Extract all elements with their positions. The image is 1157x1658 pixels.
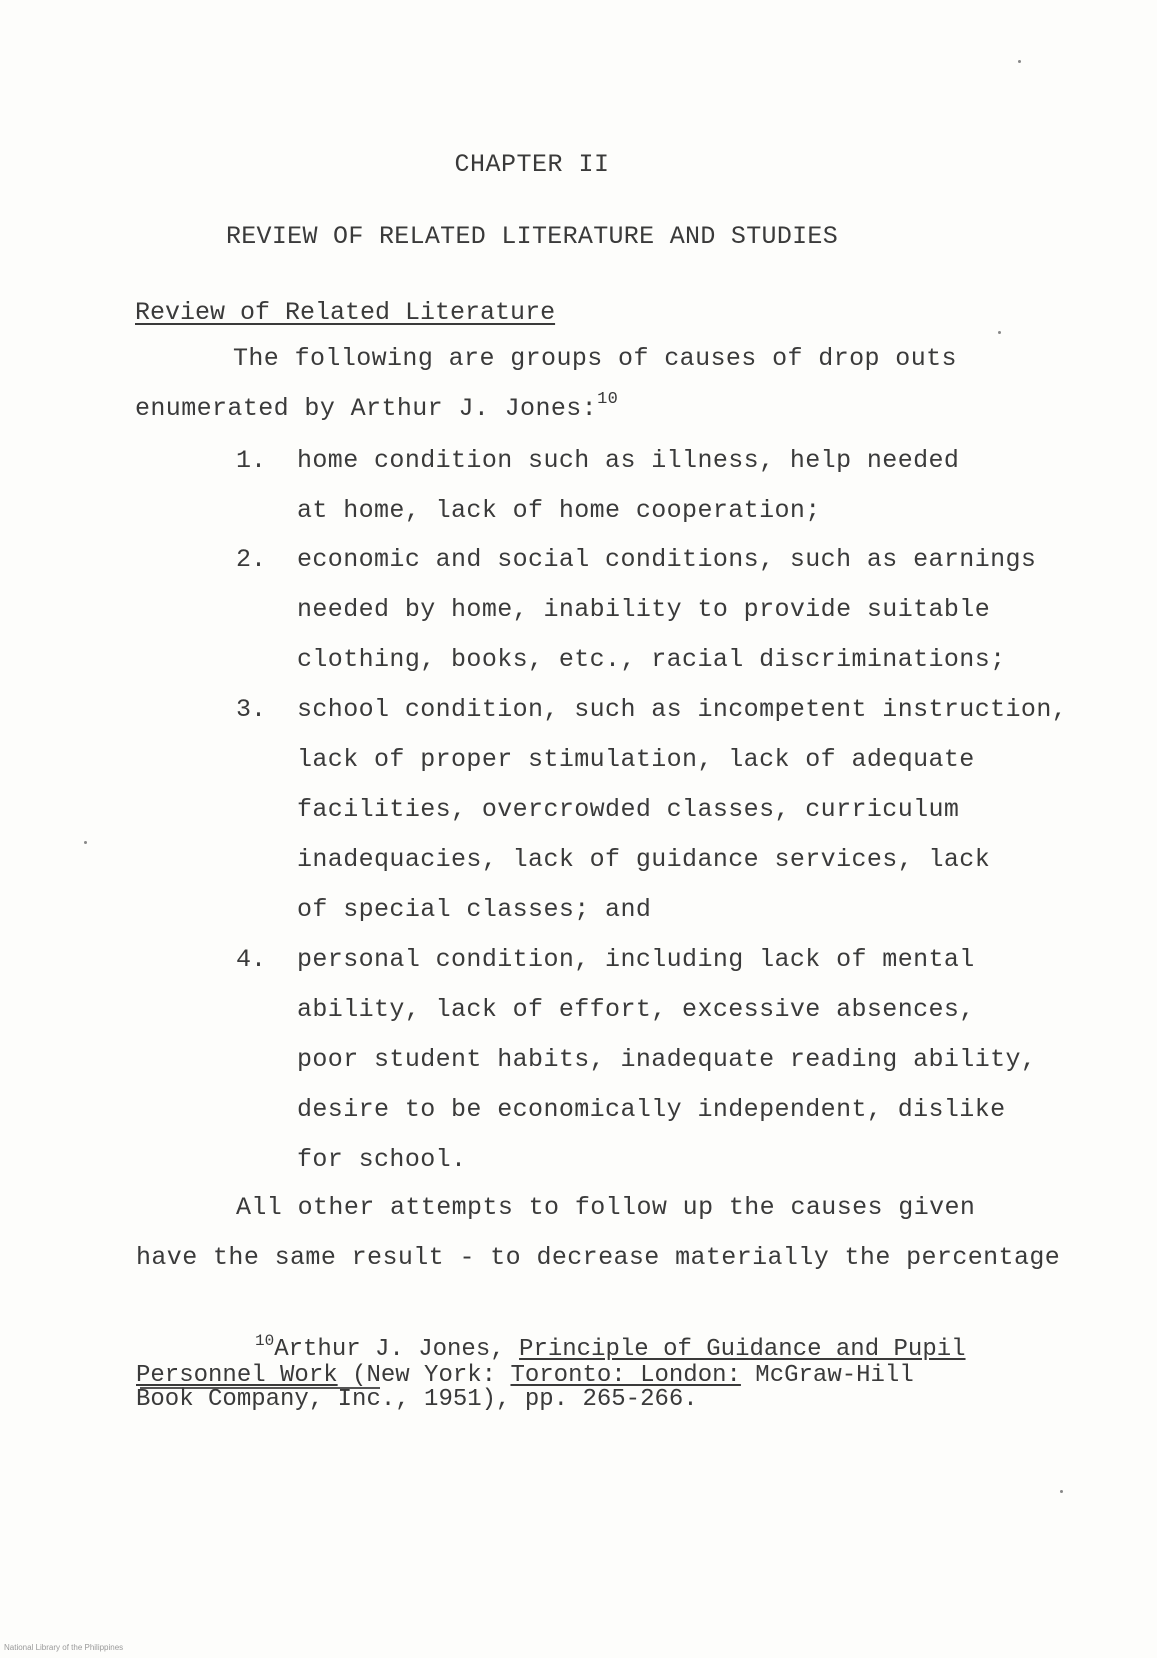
intro-line-2 (135, 390, 619, 423)
list-item-line: desire to be economically independent, dislike (297, 1095, 1006, 1124)
scan-speck (1018, 60, 1021, 63)
section-heading: Review of Related Literature (135, 298, 556, 327)
list-item-line: for school. (297, 1145, 467, 1174)
intro-line-1: The following are groups of causes of drop outs (233, 344, 957, 373)
list-item-line: inadequacies, lack of guidance services, lack (297, 845, 991, 874)
list-item-line: needed by home, inability to provide suitable (297, 595, 991, 624)
list-item-number: 3. (236, 695, 267, 724)
footnote-publisher: McGraw-Hill (740, 1362, 914, 1389)
scan-speck (998, 331, 1001, 334)
scan-speck (1060, 1490, 1063, 1493)
footnote-place: Toronto: London: (510, 1362, 741, 1389)
footnote-line-1 (255, 1332, 966, 1363)
list-item-line: lack of proper stimulation, lack of adequate (297, 745, 975, 774)
footnote-reference: 10 (597, 390, 619, 409)
list-item-line: economic and social conditions, such as earnings (297, 545, 1037, 574)
closing-line-1: All other attempts to follow up the causes given (236, 1193, 976, 1222)
scan-speck (84, 841, 87, 844)
footnote-number: 10 (255, 1332, 275, 1350)
library-watermark: National Library of the Philippines (4, 1643, 124, 1652)
list-item-line: facilities, overcrowded classes, curriculum (297, 795, 960, 824)
list-item-number: 2. (236, 545, 267, 574)
list-item-line: at home, lack of home cooperation; (297, 496, 821, 525)
list-item-line: school condition, such as incompetent instruction, (297, 695, 1068, 724)
chapter-title: REVIEW OF RELATED LITERATURE AND STUDIES (225, 222, 839, 251)
list-item-line: poor student habits, inadequate reading ability, (297, 1045, 1037, 1074)
chapter-heading: CHAPTER II (454, 150, 610, 179)
list-item-number: 1. (236, 446, 267, 475)
list-item-line: of special classes; and (297, 895, 652, 924)
closing-line-2: have the same result - to decrease materially the percentage (136, 1243, 1061, 1272)
footnote-publication: (New York: (337, 1362, 511, 1389)
footnote-line-3: Book Company, Inc., 1951), pp. 265-266. (136, 1386, 698, 1413)
list-item-line: ability, lack of effort, excessive absences, (297, 995, 975, 1024)
footnote-line-2 (136, 1364, 914, 1388)
footnote-title-continued: Personnel Work (136, 1362, 338, 1389)
list-item-line: personal condition, including lack of mental (297, 945, 975, 974)
list-item-line: home condition such as illness, help needed (297, 446, 960, 475)
list-item-number: 4. (236, 945, 267, 974)
list-item-line: clothing, books, etc., racial discriminations; (297, 645, 1006, 674)
footnote-author: Arthur J. Jones, (274, 1336, 520, 1363)
intro-line-2-text: enumerated by Arthur J. Jones: (135, 394, 598, 423)
footnote-title: Principle of Guidance and Pupil (519, 1336, 966, 1363)
